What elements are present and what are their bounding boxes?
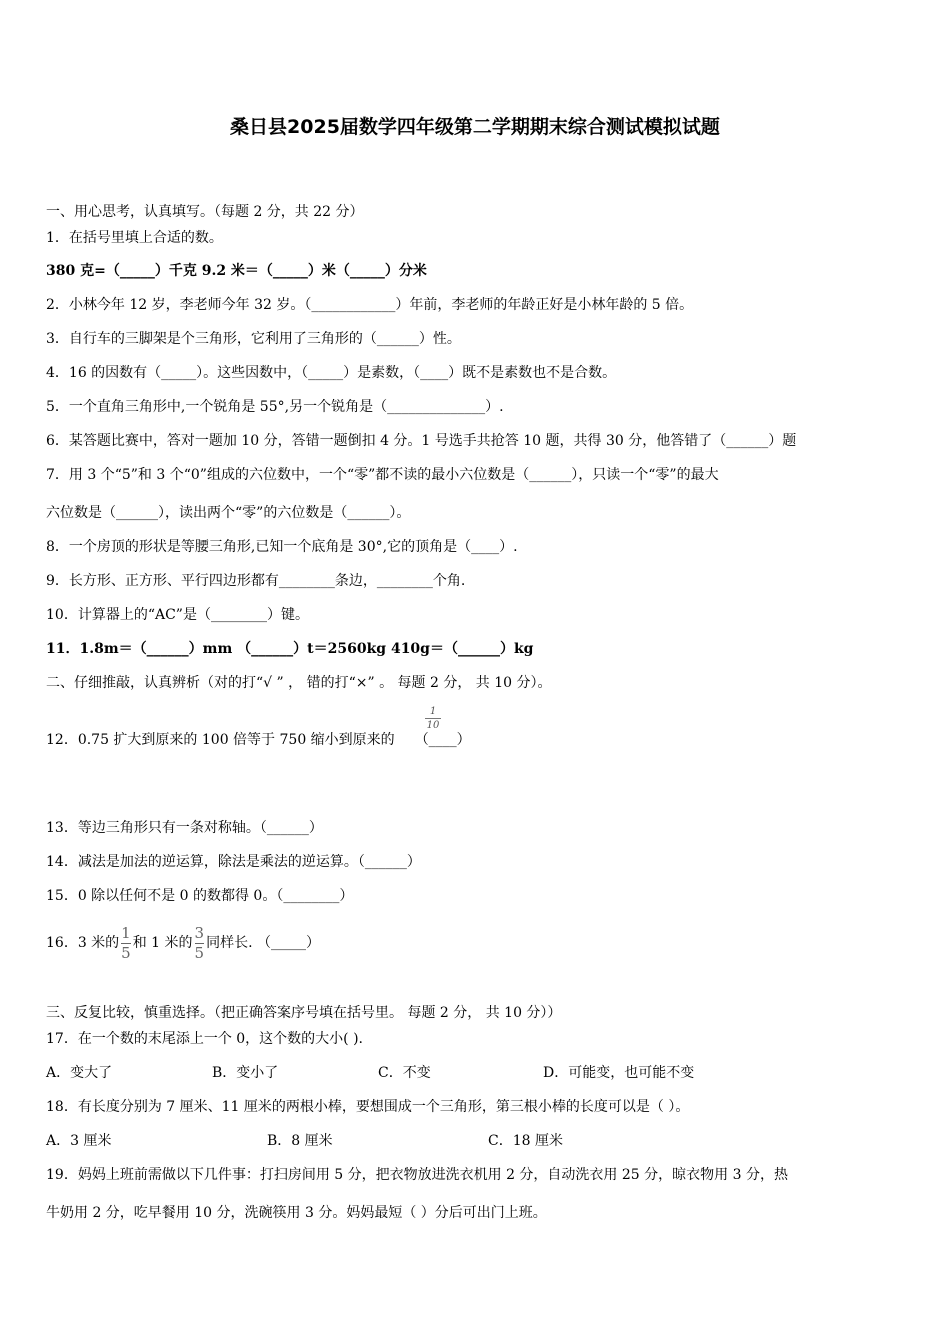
question-1: 1．在括号里填上合适的数。 bbox=[46, 230, 223, 246]
question-12-tail: （____） bbox=[414, 732, 471, 748]
fraction-denominator: 5 bbox=[194, 943, 205, 962]
question-11: 11．1.8m＝（______）mm （______）t＝2560kg 410g＝（______）kg bbox=[46, 641, 534, 657]
question-1-blanks: 380 克=（_____）千克 9.2 米＝（_____）米（_____）分米 bbox=[46, 263, 427, 279]
section-1-heading: 一、用心思考，认真填写。（每题 2 分，共 22 分） bbox=[46, 204, 364, 220]
question-6: 6．某答题比赛中，答对一题加 10 分，答错一题倒扣 4 分。1 号选手共抢答 10 题，共得 30 分，他答错了（______）题 bbox=[46, 433, 797, 449]
question-17-option-b[interactable]: B．变小了 bbox=[212, 1065, 279, 1081]
question-17-option-c[interactable]: C．不变 bbox=[378, 1065, 431, 1081]
fraction-denominator: 5 bbox=[121, 943, 131, 962]
question-18: 18．有长度分别为 7 厘米、11 厘米的两根小棒，要想围成一个三角形，第三根小棒的长度可以是（ ）。 bbox=[46, 1099, 690, 1115]
question-18-option-a[interactable]: A．3 厘米 bbox=[46, 1133, 112, 1149]
fraction-three-fifths bbox=[194, 923, 205, 962]
question-3: 3．自行车的三脚架是个三角形，它利用了三角形的（______）性。 bbox=[46, 331, 461, 347]
question-19-line-2: 牛奶用 2 分，吃早餐用 10 分，洗碗筷用 3 分。妈妈最短（ ）分后可出门上班。 bbox=[46, 1205, 547, 1221]
question-12 bbox=[46, 731, 471, 749]
fraction-one-tenth bbox=[425, 706, 441, 731]
question-16-part-a: 16．3 米的 bbox=[46, 935, 120, 951]
question-7-line-2: 六位数是（______），读出两个“零”的六位数是（______）。 bbox=[46, 505, 411, 521]
question-16-part-c: 同样长. （_____） bbox=[206, 935, 320, 951]
question-2: 2．小林今年 12 岁，李老师今年 32 岁。（____________）年前，李老师的年龄正好是小林年龄的 5 倍。 bbox=[46, 297, 694, 313]
section-2-heading: 二、仔细推敲，认真辨析（对的打“√ ” ， 错的打“×” 。 每题 2 分， 共 10 分）。 bbox=[46, 675, 552, 691]
fraction-numerator: 1 bbox=[429, 706, 437, 717]
fraction-one-fifth bbox=[121, 923, 131, 962]
question-15: 15．0 除以任何不是 0 的数都得 0。（________） bbox=[46, 888, 354, 904]
question-12-text: 12．0.75 扩大到原来的 100 倍等于 750 缩小到原来的 bbox=[46, 732, 395, 748]
question-17-option-d[interactable]: D．可能变，也可能不变 bbox=[543, 1065, 695, 1081]
question-17: 17．在一个数的末尾添上一个 0，这个数的大小( ). bbox=[46, 1031, 363, 1047]
fraction-numerator: 1 bbox=[121, 923, 131, 942]
fraction-denominator: 10 bbox=[426, 720, 440, 731]
section-3-heading: 三、反复比较，慎重选择。（把正确答案序号填在括号里。 每题 2 分， 共 10 分）） bbox=[46, 1005, 562, 1021]
question-10: 10．计算器上的“AC”是（________）键。 bbox=[46, 607, 309, 623]
question-5: 5．一个直角三角形中,一个锐角是 55°,另一个锐角是（______________）. bbox=[46, 399, 504, 415]
question-7-line-1: 7．用 3 个“5”和 3 个“0”组成的六位数中，一个“零”都不读的最小六位数是（______），只读一个“零”的最大 bbox=[46, 467, 719, 483]
question-13: 13．等边三角形只有一条对称轴。（______） bbox=[46, 820, 323, 836]
question-19-line-1: 19．妈妈上班前需做以下几件事：打扫房间用 5 分，把衣物放进洗衣机用 2 分，自动洗衣用 25 分，晾衣物用 3 分，热 bbox=[46, 1167, 788, 1183]
question-16 bbox=[46, 918, 320, 968]
question-4: 4．16 的因数有（_____）。这些因数中，（_____）是素数，（____）既不是素数也不是合数。 bbox=[46, 365, 617, 381]
question-18-option-b[interactable]: B．8 厘米 bbox=[267, 1133, 333, 1149]
question-9: 9．长方形、正方形、平行四边形都有________条边，________个角. bbox=[46, 573, 466, 589]
question-18-option-c[interactable]: C．18 厘米 bbox=[488, 1133, 563, 1149]
question-16-part-b: 和 1 米的 bbox=[132, 935, 193, 951]
page-title: 桑日县2025届数学四年级第二学期期末综合测试模拟试题 bbox=[230, 116, 720, 138]
question-14: 14．减法是加法的逆运算，除法是乘法的逆运算。（______） bbox=[46, 854, 421, 870]
question-17-option-a[interactable]: A．变大了 bbox=[46, 1065, 113, 1081]
fraction-numerator: 3 bbox=[194, 923, 205, 942]
question-8: 8．一个房顶的形状是等腰三角形,已知一个底角是 30°,它的顶角是（____）. bbox=[46, 539, 518, 555]
